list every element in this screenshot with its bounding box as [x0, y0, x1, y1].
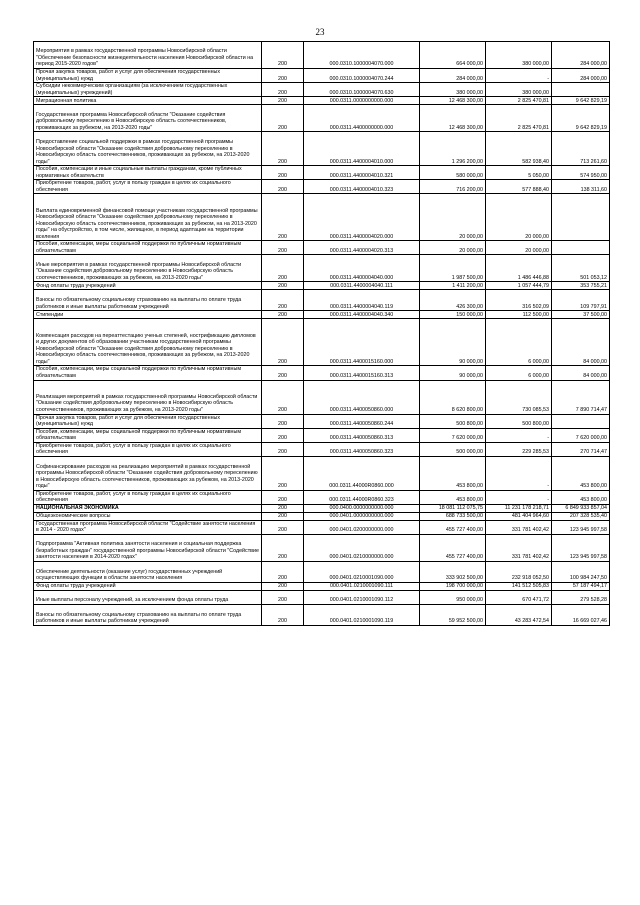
cell-exec: 20 000,00 [486, 194, 552, 241]
cell-code: 000.0311.4400004020.313 [304, 241, 420, 255]
cell-code: 000.0311.4400004040.340 [304, 311, 420, 319]
cell-plan: 580 000,00 [420, 166, 486, 180]
cell-admin: 200 [262, 241, 304, 255]
cell-rest: 84 000,00 [552, 319, 610, 366]
cell-rest: 9 642 829,19 [552, 97, 610, 105]
cell-rest: 7 890 714,47 [552, 380, 610, 414]
cell-exec: 481 404 964,60 [486, 512, 552, 520]
cell-code: 000.0401.0200000000.000 [304, 520, 420, 534]
table-row [34, 69, 610, 83]
cell-exec: 380 000,00 [486, 42, 552, 69]
cell-rest: 453 800,00 [552, 456, 610, 490]
table-row [34, 428, 610, 442]
cell-name: Прочая закупка товаров, работ и услуг для обеспечения государственных (муниципальных) нужд [34, 69, 262, 83]
cell-rest [552, 83, 610, 97]
cell-name: Общеэкономические вопросы [34, 512, 262, 520]
cell-rest: 453 800,00 [552, 490, 610, 504]
cell-name: Государственная программа Новосибирской области "Оказание содействия добровольному переселению в Новосибирскую область соотечественников, проживающих за рубежом, на 2013-2020 годы" [34, 105, 262, 132]
cell-rest: 84 000,00 [552, 366, 610, 380]
cell-admin: 200 [262, 255, 304, 282]
table-row [34, 132, 610, 166]
cell-plan: 8 620 800,00 [420, 380, 486, 414]
cell-rest: 123 945 997,58 [552, 535, 610, 562]
cell-rest: 713 261,60 [552, 132, 610, 166]
cell-plan: 12 468 300,00 [420, 105, 486, 132]
cell-code: 000.0311.0000000000.000 [304, 97, 420, 105]
cell-name: Обеспечение деятельности (оказание услуг) государственных учреждений осуществляющих функции в области занятости населения [34, 562, 262, 583]
cell-code: 000.0311.4400004020.000 [304, 194, 420, 241]
cell-rest: 7 620 000,00 [552, 428, 610, 442]
table-row [34, 319, 610, 366]
cell-admin: 200 [262, 512, 304, 520]
cell-exec: 229 285,53 [486, 442, 552, 456]
table-row [34, 83, 610, 97]
cell-plan: 453 800,00 [420, 456, 486, 490]
cell-code: 000.0401.0210001090.119 [304, 605, 420, 626]
cell-name: Пособия, компенсации, меры социальной поддержки по публичным нормативным обязательствам [34, 241, 262, 255]
cell-admin: 200 [262, 428, 304, 442]
cell-code: 000.0401.0210001090.111 [304, 583, 420, 591]
cell-code: 000.0311.4400050860.313 [304, 428, 420, 442]
cell-exec: 6 000,00 [486, 366, 552, 380]
cell-rest: 9 642 829,19 [552, 105, 610, 132]
cell-exec: 6 000,00 [486, 319, 552, 366]
cell-admin: 200 [262, 380, 304, 414]
cell-admin: 200 [262, 490, 304, 504]
cell-exec: - [486, 490, 552, 504]
cell-name: Выплата единовременной финансовой помощи участникам государственной программы Новосибирской области "Оказание содействия добровольному переселению в Новосибирскую область соотечественников, проживающих за рубежом, на на 2013-2020 годы" на обустройство, в том числе, жилищное, в период адаптации на территории вселения [34, 194, 262, 241]
cell-code: 000.0401.0210000000.000 [304, 535, 420, 562]
cell-code: 000.0311.4400000000.000 [304, 105, 420, 132]
cell-name: Миграционная политика [34, 97, 262, 105]
cell-code: 000.0311.4400004040.119 [304, 290, 420, 311]
cell-admin: 200 [262, 414, 304, 428]
cell-exec: 141 512 505,83 [486, 583, 552, 591]
table-row [34, 591, 610, 605]
cell-name: Пособия, компенсации и иные социальные выплаты гражданам, кроме публичных нормативных обязательств [34, 166, 262, 180]
cell-exec: 232 918 052,50 [486, 562, 552, 583]
cell-admin: 200 [262, 319, 304, 366]
cell-exec: 500 800,00 [486, 414, 552, 428]
cell-plan: 1 296 200,00 [420, 132, 486, 166]
cell-code: 000.0311.4400015160.000 [304, 319, 420, 366]
cell-admin: 200 [262, 194, 304, 241]
cell-exec: 316 502,09 [486, 290, 552, 311]
cell-exec: 1 486 446,88 [486, 255, 552, 282]
table-row [34, 380, 610, 414]
cell-exec: 670 471,72 [486, 591, 552, 605]
cell-code: 000.0311.4400004010.000 [304, 132, 420, 166]
cell-plan: 18 081 112 075,75 [420, 504, 486, 512]
cell-admin: 200 [262, 166, 304, 180]
page-number: 23 [315, 27, 325, 37]
cell-exec: - [486, 69, 552, 83]
cell-admin: 200 [262, 69, 304, 83]
cell-admin: 200 [262, 562, 304, 583]
cell-plan: 20 000,00 [420, 241, 486, 255]
cell-exec: 730 085,53 [486, 380, 552, 414]
cell-plan: 1 987 500,00 [420, 255, 486, 282]
cell-admin: 200 [262, 290, 304, 311]
cell-plan: 12 468 300,00 [420, 97, 486, 105]
table-row [34, 562, 610, 583]
cell-rest: 6 849 933 857,04 [552, 504, 610, 512]
cell-plan: 455 727 400,00 [420, 535, 486, 562]
cell-admin: 200 [262, 456, 304, 490]
cell-rest: 57 187 494,17 [552, 583, 610, 591]
cell-code: 000.0401.0210001090.000 [304, 562, 420, 583]
cell-plan: 90 000,00 [420, 319, 486, 366]
cell-rest: 100 984 247,50 [552, 562, 610, 583]
cell-admin: 200 [262, 311, 304, 319]
cell-admin: 200 [262, 520, 304, 534]
cell-name: Компенсация расходов на переаттестацию ученых степеней, нострификацию дипломов и других документов об образовании участникам государственной программы Новосибирской области "Оказание содействия добровольному переселению в Новосибирскую область соотечественников, проживающих за рубежом, на 2013-2020 годы" [34, 319, 262, 366]
cell-code: 000.0311.4400004040.000 [304, 255, 420, 282]
cell-code: 000.0401.0210001090.112 [304, 591, 420, 605]
table-row [34, 414, 610, 428]
cell-admin: 200 [262, 97, 304, 105]
cell-code: 000.0311.4400015160.313 [304, 366, 420, 380]
cell-exec: - [486, 456, 552, 490]
cell-name: Взносы по обязательному социальному страхованию на выплаты по оплате труда работников и иные выплаты работникам учреждений [34, 605, 262, 626]
cell-name: Мероприятия в рамках государственной программы Новосибирской области "Обеспечение безопасности жизнедеятельности населения Новосибирской области на период 2015-2020 годов" [34, 42, 262, 69]
cell-plan: 284 000,00 [420, 69, 486, 83]
cell-code: 000.0400.0000000000.000 [304, 504, 420, 512]
cell-code: 000.0311.4400050860.244 [304, 414, 420, 428]
table-row [34, 166, 610, 180]
cell-admin: 200 [262, 83, 304, 97]
cell-code: 000.0311.4400050860.323 [304, 442, 420, 456]
cell-rest [552, 241, 610, 255]
budget-table [33, 41, 610, 626]
table-row [34, 490, 610, 504]
table-row [34, 97, 610, 105]
table-row [34, 194, 610, 241]
table-row [34, 520, 610, 534]
cell-plan: 950 000,00 [420, 591, 486, 605]
cell-code: 000.0311.4400004040.111 [304, 282, 420, 290]
cell-rest: 279 528,28 [552, 591, 610, 605]
cell-plan: 380 000,00 [420, 83, 486, 97]
cell-rest: 574 950,00 [552, 166, 610, 180]
cell-code: 000.0311.4400004010.323 [304, 180, 420, 194]
cell-code: 000.0311.4400004010.321 [304, 166, 420, 180]
cell-exec: 20 000,00 [486, 241, 552, 255]
cell-admin: 200 [262, 42, 304, 69]
cell-plan: 716 200,00 [420, 180, 486, 194]
cell-rest: 16 669 027,46 [552, 605, 610, 626]
table-row [34, 290, 610, 311]
cell-rest: 284 000,00 [552, 42, 610, 69]
cell-rest: 123 945 997,58 [552, 520, 610, 534]
table-row [34, 504, 610, 512]
cell-name: Пособия, компенсации, меры социальной поддержки по публичным нормативным обязательствам [34, 428, 262, 442]
cell-admin: 200 [262, 504, 304, 512]
cell-exec: 331 781 402,42 [486, 535, 552, 562]
cell-code: 000.0311.4400050860.000 [304, 380, 420, 414]
cell-rest: 207 328 535,40 [552, 512, 610, 520]
cell-plan: 7 620 000,00 [420, 428, 486, 442]
cell-exec: 380 000,00 [486, 83, 552, 97]
cell-rest: 138 311,60 [552, 180, 610, 194]
cell-name: НАЦИОНАЛЬНАЯ ЭКОНОМИКА [34, 504, 262, 512]
cell-name: Приобретение товаров, работ, услуг в пользу граждан в целях их социального обеспечения [34, 180, 262, 194]
cell-name: Софинансирование расходов на реализацию мероприятий в рамках государственной программы Новосибирской области "Оказание содействия добровольному переселению в Новосибирскую область соотечественников, проживающих за рубежом, на 2013-2020 годы" [34, 456, 262, 490]
cell-code: 000.0401.0000000000.000 [304, 512, 420, 520]
cell-exec: 577 888,40 [486, 180, 552, 194]
table-row [34, 105, 610, 132]
cell-exec: 11 231 178 218,71 [486, 504, 552, 512]
cell-plan: 59 952 500,00 [420, 605, 486, 626]
cell-rest: 501 053,12 [552, 255, 610, 282]
cell-name: Предоставление социальной поддержки в рамках государственной программы Новосибирской области "Оказание содействия добровольному переселению в Новосибирскую область соотечественников, проживающих за рубежом, на 2013-2020 годы" [34, 132, 262, 166]
table-row [34, 456, 610, 490]
cell-admin: 200 [262, 583, 304, 591]
cell-exec: 112 500,00 [486, 311, 552, 319]
cell-exec: 5 050,00 [486, 166, 552, 180]
table-row [34, 311, 610, 319]
cell-name: Приобретение товаров, работ, услуг в пользу граждан в целях их социального обеспечения [34, 442, 262, 456]
table-row [34, 255, 610, 282]
cell-name: Реализация мероприятий в рамках государственной программы Новосибирской области "Оказание содействия добровольному переселению в Новосибирскую область соотечественников, проживающих за рубежом, на 2013-2020 годы" [34, 380, 262, 414]
cell-rest: 37 500,00 [552, 311, 610, 319]
table-row [34, 366, 610, 380]
cell-exec: 1 057 444,79 [486, 282, 552, 290]
cell-name: Субсидии некоммерческим организациям (за исключением государственных (муниципальных) учреждений) [34, 83, 262, 97]
cell-name: Приобретение товаров, работ, услуг в пользу граждан в целях их социального обеспечения [34, 490, 262, 504]
cell-rest: 109 797,91 [552, 290, 610, 311]
cell-name: Прочая закупка товаров, работ и услуг для обеспечения государственных (муниципальных) нужд [34, 414, 262, 428]
cell-exec: 331 781 402,42 [486, 520, 552, 534]
table-row [34, 605, 610, 626]
cell-name: Фонд оплаты труда учреждений [34, 583, 262, 591]
cell-name: Иные выплаты персоналу учреждений, за исключением фонда оплаты труда [34, 591, 262, 605]
cell-code: 000.0310.1000004070.244 [304, 69, 420, 83]
cell-admin: 200 [262, 282, 304, 290]
cell-admin: 200 [262, 442, 304, 456]
cell-plan: 333 902 500,00 [420, 562, 486, 583]
cell-plan: 500 800,00 [420, 414, 486, 428]
cell-admin: 200 [262, 105, 304, 132]
cell-rest [552, 414, 610, 428]
cell-plan: 500 000,00 [420, 442, 486, 456]
cell-exec: 2 825 470,81 [486, 97, 552, 105]
cell-name: Стипендии [34, 311, 262, 319]
table-row [34, 282, 610, 290]
cell-name: Государственная программа Новосибирской области "Содействие занятости населения в 2014 - 2020 годах" [34, 520, 262, 534]
cell-name: Пособия, компенсации, меры социальной поддержки по публичным нормативным обязательствам [34, 366, 262, 380]
cell-name: Иные мероприятия в рамках государственной программы Новосибирской области "Оказание содействия добровольному переселению в Новосибирскую область соотечественников, проживающих за рубежом, на 2013-2020 годы" [34, 255, 262, 282]
table-row [34, 180, 610, 194]
table-row [34, 42, 610, 69]
cell-plan: 453 800,00 [420, 490, 486, 504]
cell-exec: 43 283 472,54 [486, 605, 552, 626]
cell-rest: 353 755,21 [552, 282, 610, 290]
table-row [34, 512, 610, 520]
cell-admin: 200 [262, 605, 304, 626]
cell-plan: 198 700 000,00 [420, 583, 486, 591]
cell-admin: 200 [262, 132, 304, 166]
cell-rest: 270 714,47 [552, 442, 610, 456]
cell-name: Подпрограмма "Активная политика занятости населения и социальная поддержка безработных граждан" государственной программы Новосибирской области "Содействие занятости населения в 2014-2020 годах" [34, 535, 262, 562]
cell-name: Фонд оплаты труда учреждений [34, 282, 262, 290]
cell-exec: - [486, 428, 552, 442]
cell-code: 000.0311.44000R0860.323 [304, 490, 420, 504]
cell-plan: 150 000,00 [420, 311, 486, 319]
cell-rest: 284 000,00 [552, 69, 610, 83]
cell-plan: 20 000,00 [420, 194, 486, 241]
cell-plan: 455 727 400,00 [420, 520, 486, 534]
cell-admin: 200 [262, 180, 304, 194]
cell-code: 000.0311.44000R0860.000 [304, 456, 420, 490]
cell-exec: 582 938,40 [486, 132, 552, 166]
cell-code: 000.0310.1000004070.630 [304, 83, 420, 97]
cell-admin: 200 [262, 535, 304, 562]
cell-plan: 1 411 200,00 [420, 282, 486, 290]
table-row [34, 583, 610, 591]
cell-plan: 90 000,00 [420, 366, 486, 380]
cell-name: Взносы по обязательному социальному страхованию на выплаты по оплате труда работников и иные выплаты работникам учреждений [34, 290, 262, 311]
cell-plan: 688 733 500,00 [420, 512, 486, 520]
table-row [34, 535, 610, 562]
table-row [34, 442, 610, 456]
cell-admin: 200 [262, 591, 304, 605]
cell-rest [552, 194, 610, 241]
cell-exec: 2 825 470,81 [486, 105, 552, 132]
cell-plan: 664 000,00 [420, 42, 486, 69]
cell-plan: 426 300,00 [420, 290, 486, 311]
table-row [34, 241, 610, 255]
cell-code: 000.0310.1000004070.000 [304, 42, 420, 69]
cell-admin: 200 [262, 366, 304, 380]
